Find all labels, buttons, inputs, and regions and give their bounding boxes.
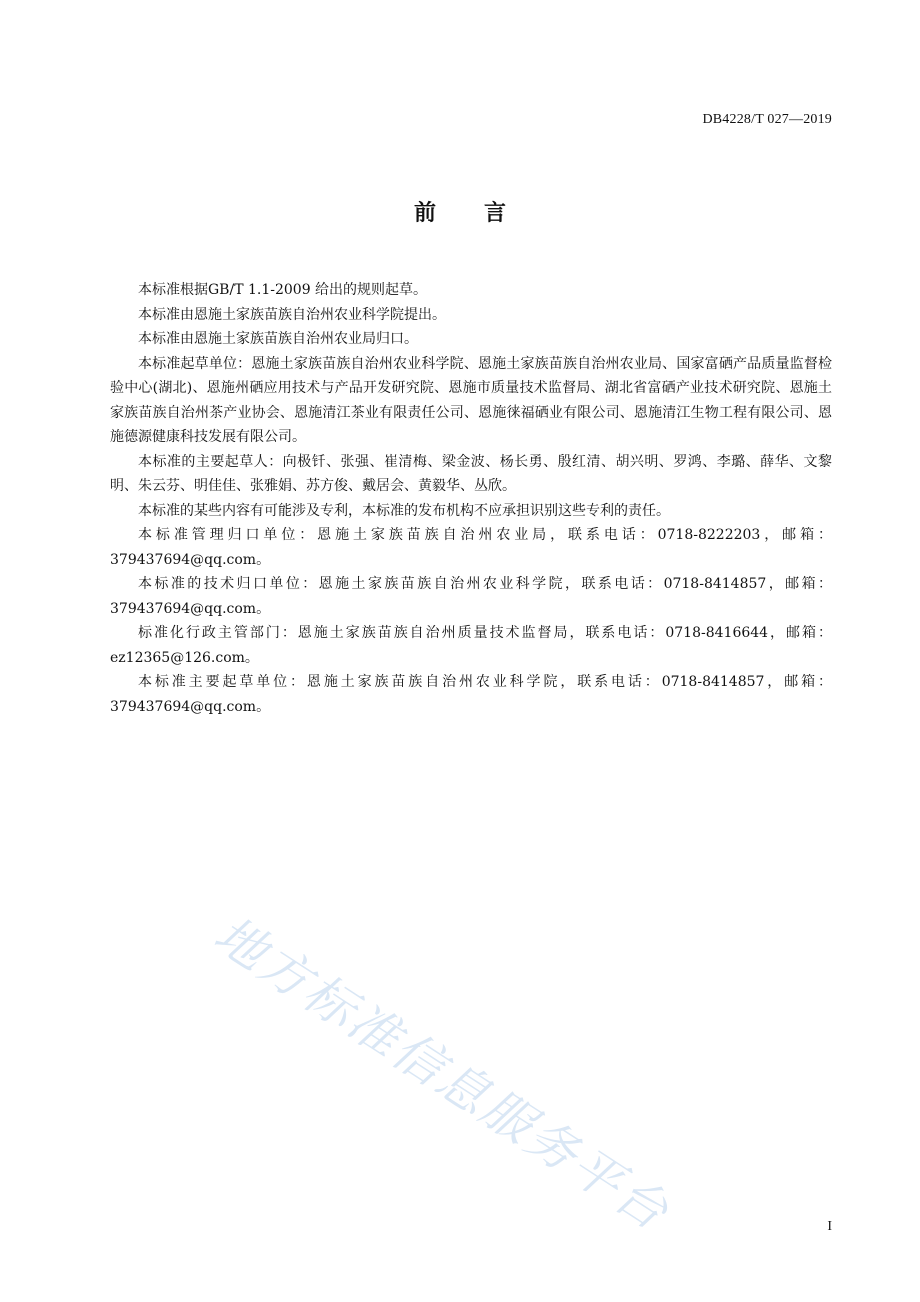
page-title	[0, 196, 920, 227]
paragraph-centralized-unit: 本标准由恩施土家族苗族自治州农业局归口。	[138, 331, 418, 347]
paragraph-technical-contact: 本标准的技术归口单位：恩施土家族苗族自治州农业科学院，联系电话：0718-8414857，邮箱：379437694@qq.com。	[110, 576, 832, 617]
paragraph-drafting-units: 本标准起草单位：恩施土家族苗族自治州农业科学院、恩施土家族苗族自治州农业局、国家富硒产品质量监督检验中心(湖北)、恩施州硒应用技术与产品开发研究院、恩施市质量技术监督局、湖北省富硒产业技术研究院、恩施土家族苗族自治州茶产业协会、恩施清江茶业有限责任公司、恩施徕福硒业有限公司、恩施清江生物工程有限公司、恩施德源健康科技发展有限公司。	[110, 355, 832, 445]
paragraph-drafting-contact: 本标准主要起草单位：恩施土家族苗族自治州农业科学院，联系电话：0718-8414857，邮箱：379437694@qq.com。	[110, 674, 832, 715]
paragraph-drafting-rules: 本标准根据GB/T 1.1-2009 给出的规则起草。	[138, 282, 428, 298]
standard-code: DB4228/T 027—2019	[702, 112, 832, 127]
paragraph-main-drafters: 本标准的主要起草人：向极钎、张强、崔清梅、梁金波、杨长勇、殷红清、胡兴明、罗鸿、李璐、薛华、文黎明、朱云芬、明佳佳、张雅娟、苏方俊、戴居会、黄毅华、丛欣。	[110, 453, 832, 494]
title-char-2: 言	[484, 201, 507, 226]
foreword-body	[110, 278, 832, 719]
title-char-1: 前	[413, 201, 436, 226]
watermark: 地方标准信息服务平台	[204, 905, 681, 1243]
paragraph-patent-notice: 本标准的某些内容有可能涉及专利，本标准的发布机构不应承担识别这些专利的责任。	[138, 502, 670, 519]
paragraph-admin-contact: 标准化行政主管部门：恩施土家族苗族自治州质量技术监督局，联系电话：0718-8416644，邮箱：ez12365@126.com。	[110, 625, 832, 666]
paragraph-proposer: 本标准由恩施土家族苗族自治州农业科学院提出。	[138, 306, 446, 323]
page-number: I	[827, 1219, 832, 1234]
paragraph-management-contact: 本标准管理归口单位：恩施土家族苗族自治州农业局，联系电话：0718-8222203，邮箱：379437694@qq.com。	[110, 527, 832, 568]
